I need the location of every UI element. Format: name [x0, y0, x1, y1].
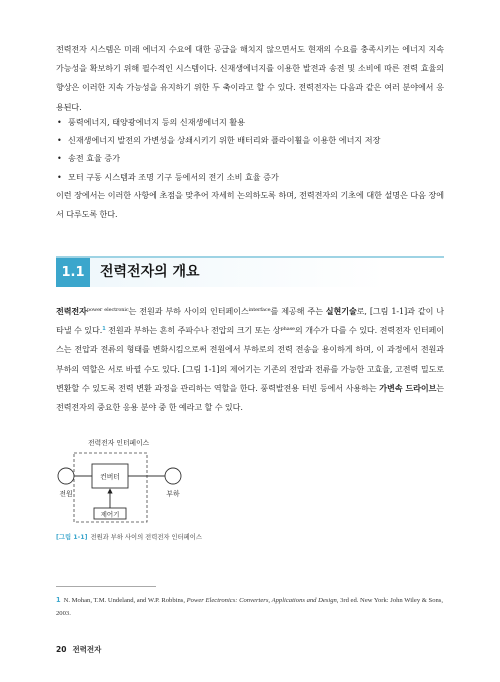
page-footer: [56, 644, 101, 655]
body-text: 전원과 부하는 흔히 주파수나 전압의 크기 또는 상: [105, 325, 281, 336]
interface-superscript: interface: [248, 307, 271, 313]
controller-label: 제어기: [100, 510, 120, 519]
figure-caption-text: 전원과 부하 사이의 전력전자 인터페이스: [90, 534, 202, 541]
list-item: [56, 113, 444, 131]
footnote-reference[interactable]: 1: [102, 326, 106, 333]
list-item-text: 송전 효율 증가: [68, 153, 121, 164]
body-text: 로, [그림 1-1]과 같이 나타낼 수 있다.: [56, 306, 444, 336]
bullet-icon: •: [57, 153, 62, 164]
footnote-text: , 3rd ed. New York: John Wiley & Sons, 2003.: [56, 597, 444, 617]
list-item-text: 신재생에너지 발전의 가변성을 상쇄시키기 위한 배터리와 플라이휠을 이용한 에너지 저장: [68, 135, 381, 146]
figure-tag: [그림 1-1]: [56, 534, 88, 541]
intro-paragraph: 전력전자 시스템은 미래 에너지 수요에 대한 공급을 해치지 않으면서도 현재의 수요를 충족시키는 에너지 지속 가능성을 확보하기 위해 필수적인 시스템이다. 신재생에너지를 이용한 발전과 송전 및 소비에 따른 전력 효율의 향상은 이러한 지속 가능성을 유지하기 위한 두 축이라고 할 수 있다. 전력전자는 다음과 같은 여러 분야에서 응용된다.: [56, 44, 444, 112]
page-number: 20: [56, 645, 67, 654]
section-title: 전력전자의 개요: [100, 264, 200, 280]
source-label: 전원: [59, 490, 73, 498]
footnote-number: 1: [56, 596, 61, 604]
list-item-text: 모터 구동 시스템과 조명 기구 등에서의 전기 소비 효율 증가: [68, 171, 279, 182]
section-number: 1.1: [56, 258, 90, 287]
footnote-divider: [56, 586, 156, 587]
term-superscript: power electronic: [86, 307, 129, 313]
section-heading: [56, 256, 444, 287]
body-text: 는 전력전자의 중요한 응용 분야 중 한 예라고 할 수 있다.: [56, 382, 445, 413]
body-text: 의 개수가 다를 수 있다. 전력전자 인터페이스는 전압과 전류의 형태를 변화시킴으로써 전원에서 부하로의 전력 전송을 용이하게 하며, 이 과정에서 전원과 부하의 역할은 서로 바뀔 수도 있다. [그림 1-1]의 제어기는 기존의 전압과 전류를 가능한 고효율, 고전력 밀도로 변환할 수 있도록 전력 변환 과정을 관리하는 역할을 한다. 풍력발전용 터빈 등에서 사용하는: [56, 325, 444, 393]
list-item: [56, 131, 444, 149]
footnote-book-title: Power Electronics: Converters, Applications and Design: [186, 597, 337, 604]
bullet-icon: •: [57, 171, 62, 182]
figure-caption: [56, 532, 202, 541]
source-circle: [58, 468, 74, 484]
adjustable-drive-bold: 가변속 드라이브: [379, 382, 437, 393]
application-list: [56, 113, 444, 186]
converter-label: 컨버터: [100, 473, 120, 481]
load-circle: [165, 468, 181, 484]
bullet-icon: •: [57, 117, 62, 127]
key-tech-bold: 실현기술: [325, 306, 357, 316]
body-text: 는 전원과 부하 사이의 인터페이스: [128, 306, 249, 316]
list-item: [56, 168, 444, 186]
bullet-icon: •: [57, 135, 62, 146]
phase-superscript: phase: [280, 326, 295, 333]
list-item-text: 풍력에너지, 태양광에너지 등의 신재생에너지 활용: [68, 117, 246, 127]
footnote-text: N. Mohan, T.M. Undeland, and W.P. Robbins,: [63, 597, 187, 604]
interface-label: 전력전자 인터페이스: [88, 439, 150, 447]
running-title: 전력전자: [72, 645, 102, 654]
footnote: [56, 594, 444, 620]
interface-diagram: [56, 436, 196, 524]
body-paragraph: [56, 302, 444, 417]
load-label: 부하: [166, 490, 180, 498]
term-bold: 전력전자: [56, 306, 87, 316]
body-text: 를 제공해 주는: [270, 306, 326, 316]
list-item: [56, 149, 444, 167]
closing-paragraph: 이런 장에서는 이러한 사항에 초점을 맞추어 자세히 논의하도록 하며, 전력전자의 기초에 대한 설명은 다음 장에서 다루도록 한다.: [56, 190, 444, 220]
